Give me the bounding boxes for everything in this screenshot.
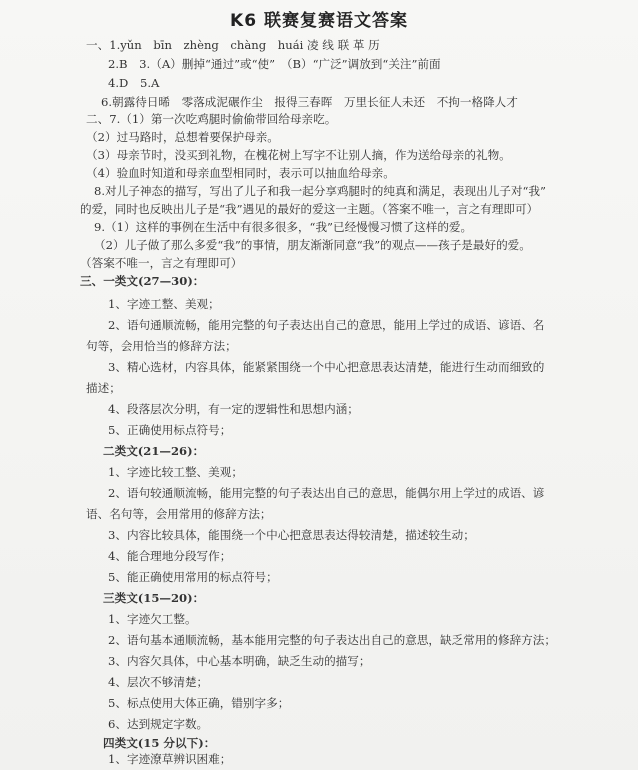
answer-line: 的爱，同时也反映出儿子是“我”遇见的最好的爱这一主题。（答案不唯一，言之有理即可） [80,202,539,216]
criteria-line: 1、字迹比较工整、美观； [108,465,243,479]
criteria-line: 3、精心选材，内容具体，能紧紧围绕一个中心把意思表达清楚，能进行生动而细致的 [108,360,545,374]
answer-line: 二、7.（1）第一次吃鸡腿时偷偷带回给母亲吃。 [86,112,337,126]
criteria-line: 5、正确使用标点符号； [108,423,232,437]
answer-line: 8.对儿子神态的描写，写出了儿子和我一起分享鸡腿时的纯真和满足，表现出儿子对“我” [94,184,546,198]
document-title: K6 联赛复赛语文答案 [230,11,408,31]
answer-line: 2.B 3.（A）删掉“通过”或“使” （B）“广泛”调放到“关注”前面 [108,57,441,71]
criteria-line: 句等，会用恰当的修辞方法； [86,339,237,353]
criteria-line: 6、达到规定字数。 [108,717,209,731]
criteria-line: 3、内容比较具体，能围绕一个中心把意思表达得较清楚，描述较生动； [108,528,475,542]
section-heading: 四类文(15 分以下)： [103,736,216,750]
criteria-line: 1、字迹欠工整。 [108,612,197,626]
criteria-line: 1、字迹工整、美观； [108,297,220,311]
criteria-line: 4、段落层次分明，有一定的逻辑性和思想内涵； [108,402,359,416]
criteria-line: 4、能合理地分段写作； [108,549,232,563]
answer-line: 4.D 5.A [108,76,160,90]
section-heading: 三类文(15—20)： [103,591,205,605]
criteria-line: 5、标点使用大体正确，错别字多； [108,696,290,710]
answer-line: 一、1.yǔn bīn zhèng chàng huái 凌 线 联 革 历 [86,38,380,52]
answer-line: 9.（1）这样的事例在生活中有很多很多，“我”已经慢慢习惯了这样的爱。 [94,220,473,234]
criteria-line: 2、语句较通顺流畅，能用完整的句子表达出自己的意思，能偶尔用上学过的成语、谚 [108,486,545,500]
answer-line: （4）验血时知道和母亲血型相同时，表示可以抽血给母亲。 [86,166,395,180]
criteria-line: 1、字迹潦草辨识困难； [108,752,232,766]
answer-line: （3）母亲节时，没买到礼物，在槐花树上写字不让别人摘，作为送给母亲的礼物。 [86,148,511,162]
answer-line: （2）儿子做了那么多爱“我”的事情，朋友渐渐同意“我”的观点——孩子是最好的爱。 [94,238,531,252]
section-heading: 三、一类文(27—30)： [80,274,205,288]
criteria-line: 4、层次不够清楚； [108,675,209,689]
criteria-line: 2、语句基本通顺流畅，基本能用完整的句子表达出自己的意思，缺乏常用的修辞方法； [108,633,556,647]
criteria-line: 语、名句等，会用常用的修辞方法； [86,507,272,521]
criteria-line: 5、能正确使用常用的标点符号； [108,570,278,584]
answer-line: （2）过马路时，总想着要保护母亲。 [86,130,279,144]
criteria-line: 2、语句通顺流畅，能用完整的句子表达出自己的意思，能用上学过的成语、谚语、名 [108,318,545,332]
section-heading: 二类文(21—26)： [103,444,205,458]
answer-line: （答案不唯一，言之有理即可） [80,256,243,270]
answer-line: 6.朝露待日晞 零落成泥碾作尘 报得三春晖 万里长征人未还 不拘一格降人才 [101,95,518,109]
criteria-line: 描述； [86,381,121,395]
criteria-line: 3、内容欠具体，中心基本明确，缺乏生动的描写； [108,654,371,668]
